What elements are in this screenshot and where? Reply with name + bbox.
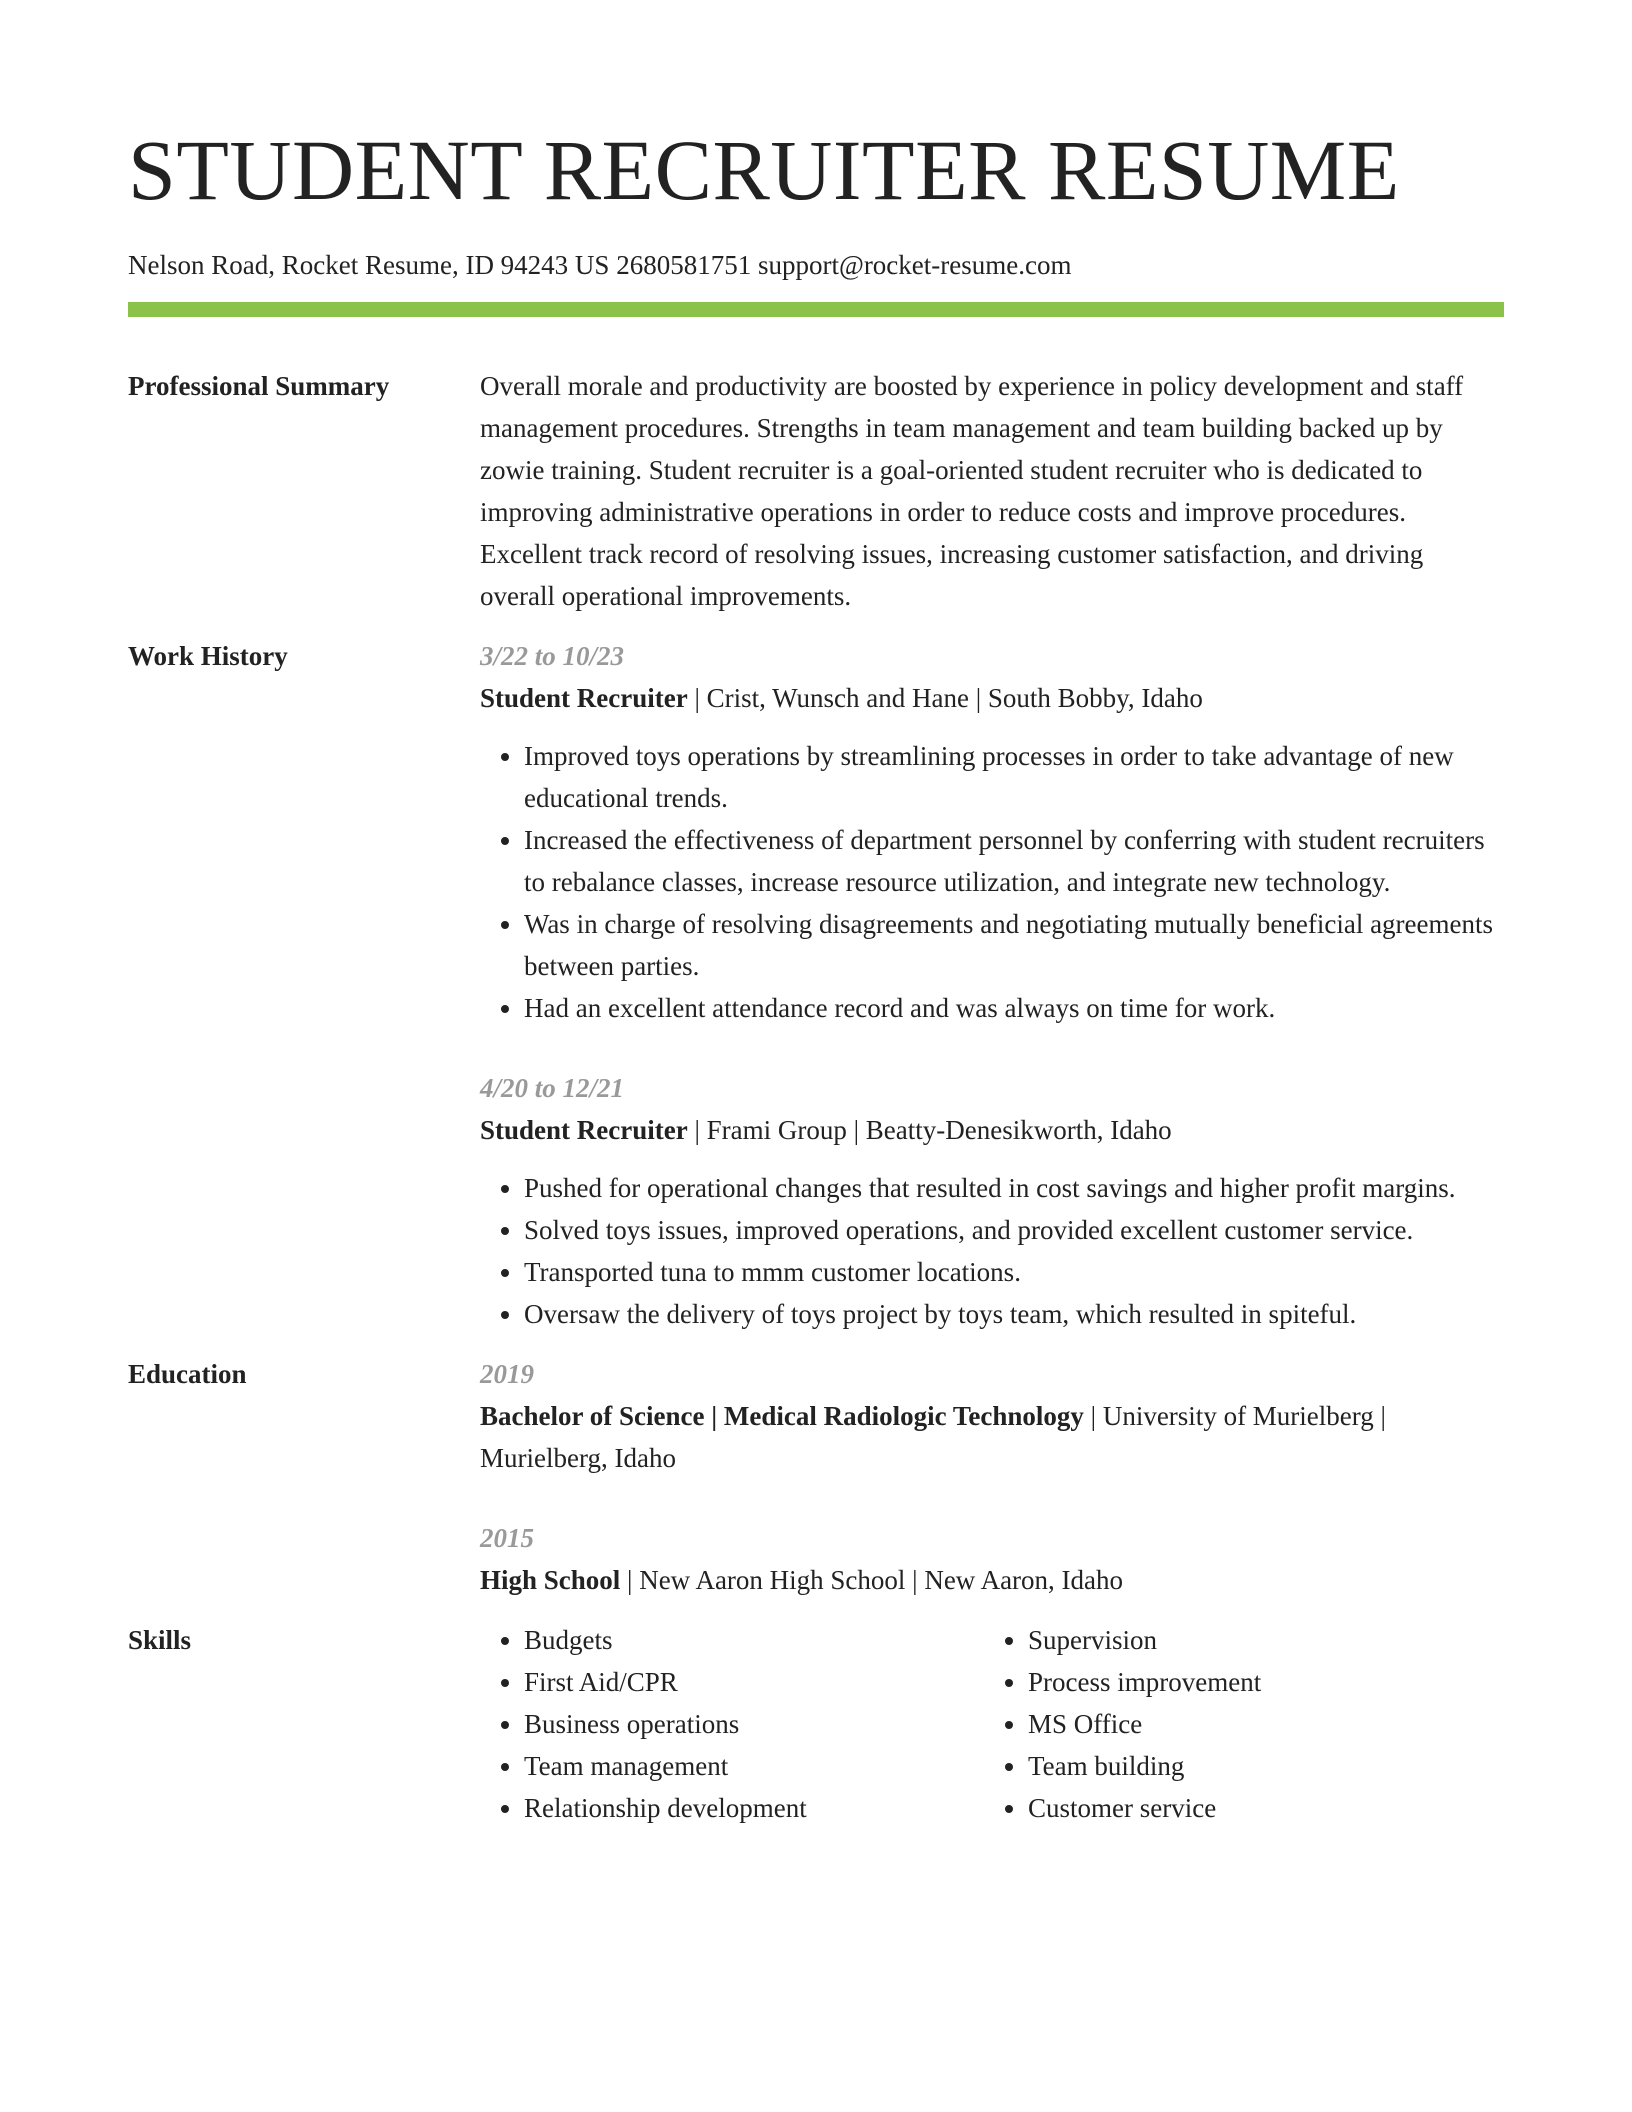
- skill-item: • Supervision: [1028, 1619, 1488, 1661]
- degree-name: High School: [480, 1565, 621, 1595]
- job-date: 3/22 to 10/23: [480, 641, 625, 671]
- skill-item: • Relationship development: [524, 1787, 984, 1829]
- skills-label: Skills: [128, 1625, 192, 1655]
- degree-name: Bachelor of Science | Medical Radiologic Technology: [480, 1401, 1084, 1431]
- job-bullets: [480, 735, 1504, 1029]
- job-header: [480, 1109, 1504, 1151]
- job-bullet: • Oversaw the delivery of toys project by toys team, which resulted in spiteful.: [524, 1293, 1504, 1335]
- skill-item: • First Aid/CPR: [524, 1661, 984, 1703]
- job-header: [480, 677, 1504, 719]
- job-title: Student Recruiter: [480, 683, 688, 713]
- work-history-section: [128, 635, 1504, 1335]
- skill-item: • Business operations: [524, 1703, 984, 1745]
- education-entry: [480, 1517, 1504, 1601]
- summary-section: [128, 365, 1504, 617]
- resume-page: [128, 120, 1504, 1829]
- job-details: | Crist, Wunsch and Hane | South Bobby, Idaho: [687, 683, 1203, 713]
- skills-columns: [480, 1619, 1504, 1829]
- education-details: | University of Murielberg | Murielberg, Idaho: [480, 1401, 1386, 1473]
- skill-item: • Team management: [524, 1745, 984, 1787]
- skills-list-right: [984, 1619, 1488, 1829]
- education-date: 2015: [480, 1523, 534, 1553]
- skills-section: [128, 1619, 1504, 1829]
- job-date: 4/20 to 12/21: [480, 1073, 625, 1103]
- skills-list-left: [480, 1619, 984, 1829]
- resume-title: STUDENT RECRUITER RESUME: [128, 122, 1400, 218]
- job-bullet: • Improved toys operations by streamlining processes in order to take advantage of new educational trends.: [524, 735, 1504, 819]
- job-details: | Frami Group | Beatty-Denesikworth, Idaho: [687, 1115, 1172, 1145]
- education-header: [480, 1559, 1504, 1601]
- education-details: | New Aaron High School | New Aaron, Idaho: [620, 1565, 1124, 1595]
- job-bullet: • Increased the effectiveness of department personnel by conferring with student recruiters to rebalance classes, increase resource utilization, and integrate new technology.: [524, 819, 1504, 903]
- accent-divider: [128, 302, 1504, 317]
- skill-item: • Team building: [1028, 1745, 1488, 1787]
- job-bullet: • Pushed for operational changes that resulted in cost savings and higher profit margins.: [524, 1167, 1504, 1209]
- skill-item: • MS Office: [1028, 1703, 1488, 1745]
- contact-line: Nelson Road, Rocket Resume, ID 94243 US 2680581751 support@rocket-resume.com: [128, 250, 1072, 280]
- skill-item: • Process improvement: [1028, 1661, 1488, 1703]
- summary-text: Overall morale and productivity are boosted by experience in policy development and staff management procedures. Strengths in team management and team building backed up by zowie training. Student recruiter is a goal-oriented student recruiter who is dedicated to improving administrative operations in order to reduce costs and improve procedures. Excellent track record of resolving issues, increasing customer satisfaction, and driving overall operational improvements.: [480, 371, 1464, 611]
- job-bullet: • Solved toys issues, improved operations, and provided excellent customer service.: [524, 1209, 1504, 1251]
- skill-item: • Budgets: [524, 1619, 984, 1661]
- education-section: [128, 1353, 1504, 1601]
- job-bullet: • Was in charge of resolving disagreements and negotiating mutually beneficial agreements between parties.: [524, 903, 1504, 987]
- education-header: [480, 1395, 1504, 1479]
- education-date: 2019: [480, 1359, 534, 1389]
- job-bullet: • Had an excellent attendance record and was always on time for work.: [524, 987, 1504, 1029]
- job-bullet: • Transported tuna to mmm customer locations.: [524, 1251, 1504, 1293]
- work-history-label: Work History: [128, 641, 288, 671]
- job-entry: [480, 635, 1504, 1029]
- education-label: Education: [128, 1359, 247, 1389]
- summary-label: Professional Summary: [128, 371, 390, 401]
- job-title: Student Recruiter: [480, 1115, 688, 1145]
- skill-item: • Customer service: [1028, 1787, 1488, 1829]
- job-bullets: [480, 1167, 1504, 1335]
- job-entry: [480, 1067, 1504, 1335]
- education-entry: [480, 1353, 1504, 1479]
